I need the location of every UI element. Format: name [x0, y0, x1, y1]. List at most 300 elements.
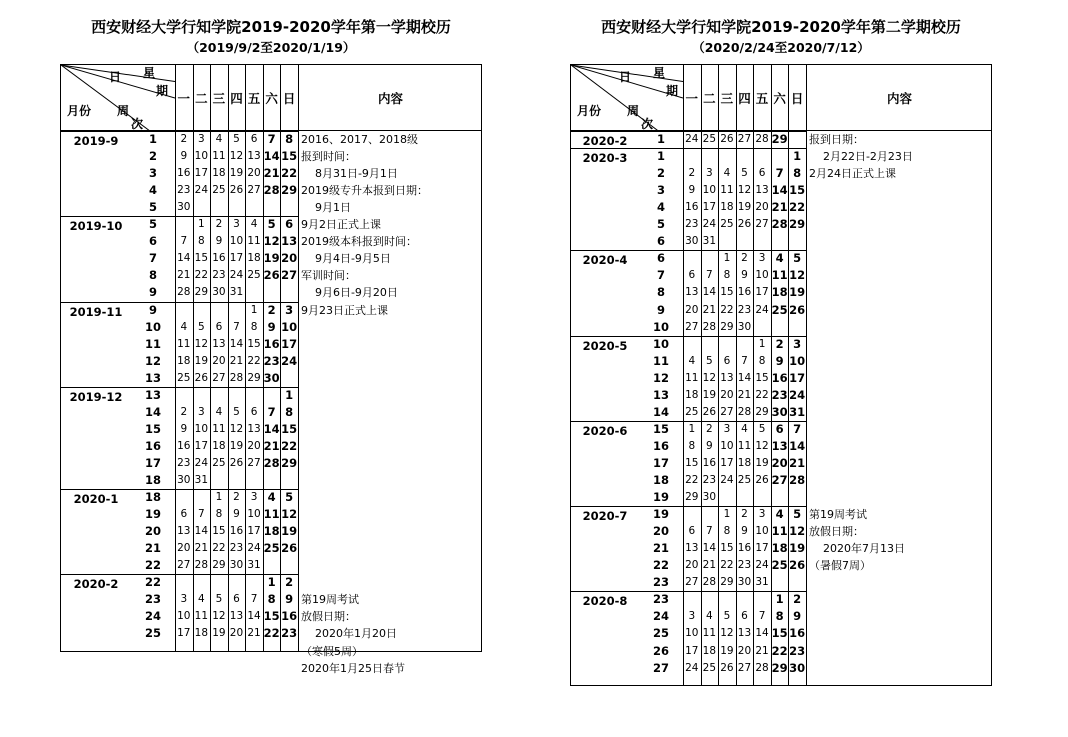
- date-cell: 4: [198, 593, 205, 606]
- calendar-title: 西安财经大学行知学院2019-2020学年第一学期校历: [91, 18, 451, 36]
- month-label: 2020-8: [582, 594, 628, 609]
- date-cell: 20: [281, 251, 298, 266]
- date-cell: 13: [247, 422, 261, 435]
- week-number: 10: [144, 319, 161, 334]
- column-divider: [806, 65, 807, 685]
- date-cell: 8: [285, 404, 294, 419]
- date-cell: 28: [702, 576, 717, 589]
- date-cell: 5: [793, 507, 802, 522]
- date-cell: 12: [212, 610, 226, 623]
- date-cell: 20: [229, 627, 244, 640]
- date-cell: 30: [789, 660, 806, 675]
- date-cell: 22: [685, 474, 699, 486]
- date-cell: 1: [793, 149, 802, 164]
- content-note: 放假日期：: [808, 525, 864, 539]
- week-number: 19: [652, 490, 669, 505]
- date-cell: 15: [247, 337, 261, 350]
- date-cell: 4: [775, 507, 784, 522]
- month-label: 2020-3: [582, 151, 628, 166]
- content-header: 内容: [886, 91, 912, 106]
- content-note: 9月4日-9月5日: [300, 252, 391, 266]
- date-cell: 13: [247, 150, 261, 163]
- date-cell: 8: [723, 269, 731, 282]
- weekday-header: 四: [738, 91, 751, 106]
- date-cell: 11: [702, 627, 717, 640]
- date-cell: 26: [720, 661, 734, 674]
- week-number: 23: [652, 592, 669, 607]
- date-cell: 6: [215, 320, 223, 333]
- date-cell: 24: [247, 542, 261, 555]
- content-note: 2020年1月20日: [300, 627, 397, 641]
- date-cell: 7: [706, 269, 713, 282]
- date-cell: 19: [263, 251, 280, 266]
- date-cell: 13: [737, 627, 752, 640]
- date-cell: 23: [281, 626, 298, 641]
- date-cell: 23: [685, 218, 699, 231]
- date-cell: 22: [247, 354, 261, 367]
- week-number: 11: [144, 336, 161, 351]
- date-cell: 24: [702, 218, 717, 231]
- header-star-label: 星: [143, 66, 156, 80]
- header-star-label: 星: [653, 66, 666, 80]
- date-cell: 24: [755, 303, 769, 316]
- date-cell: 29: [771, 132, 788, 146]
- date-cell: 16: [177, 167, 191, 180]
- date-cell: 23: [789, 643, 806, 658]
- date-cell: 5: [793, 251, 802, 266]
- weekday-header: 四: [230, 91, 243, 106]
- content-note: 9月6日-9月20日: [300, 286, 398, 300]
- date-cell: 9: [706, 439, 713, 452]
- date-cell: 15: [194, 252, 209, 265]
- date-cell: 5: [741, 167, 748, 180]
- date-cell: 13: [755, 184, 769, 197]
- date-cell: 17: [229, 252, 244, 265]
- date-cell: 18: [771, 285, 788, 300]
- week-number: 10: [652, 336, 669, 351]
- date-cell: 20: [685, 559, 699, 572]
- date-cell: 10: [177, 610, 191, 623]
- date-cell: 21: [194, 542, 209, 555]
- date-cell: 15: [771, 626, 788, 641]
- date-cell: 28: [177, 286, 191, 299]
- date-cell: 3: [758, 252, 766, 265]
- content-note: （寒假5周）: [300, 644, 363, 658]
- header-day-label: 日: [619, 70, 632, 84]
- date-cell: 3: [285, 302, 294, 317]
- date-cell: 26: [281, 541, 298, 556]
- date-cell: 2: [688, 167, 696, 180]
- date-cell: 13: [771, 438, 788, 453]
- weekday-header: 日: [790, 91, 804, 106]
- date-cell: 11: [263, 507, 280, 522]
- month-label: 2019-11: [69, 304, 123, 319]
- date-cell: 14: [702, 286, 717, 299]
- date-cell: 25: [771, 558, 788, 573]
- date-cell: 10: [194, 422, 209, 435]
- date-cell: 22: [720, 303, 734, 316]
- date-cell: 4: [267, 490, 276, 505]
- date-cell: 23: [177, 184, 191, 197]
- date-cell: 15: [720, 542, 734, 555]
- header-month-label: 月份: [577, 104, 602, 118]
- date-cell: 21: [755, 644, 769, 657]
- content-note: 第19周考试: [300, 593, 359, 607]
- date-cell: 17: [194, 439, 209, 452]
- date-cell: 25: [702, 661, 717, 674]
- date-cell: 12: [229, 422, 244, 435]
- date-cell: 30: [229, 559, 244, 572]
- month-label: 2019-9: [73, 134, 119, 148]
- date-cell: 25: [212, 184, 226, 197]
- date-cell: 3: [180, 593, 188, 606]
- date-cell: 19: [212, 627, 226, 640]
- date-cell: 23: [771, 387, 788, 402]
- date-cell: 18: [685, 388, 699, 401]
- date-cell: 11: [771, 268, 788, 283]
- week-number: 6: [656, 234, 665, 249]
- date-cell: 8: [198, 235, 205, 248]
- date-cell: 19: [789, 541, 806, 556]
- date-cell: 16: [737, 542, 752, 555]
- date-cell: 1: [758, 337, 766, 350]
- content-note: 8月31日-9月1日: [300, 167, 398, 181]
- date-cell: 21: [737, 388, 752, 401]
- calendar-table: [570, 64, 992, 686]
- header-ci-label: 次: [641, 117, 654, 131]
- calendar-subtitle: （2019/9/2至2020/1/19）: [186, 40, 356, 55]
- date-cell: 16: [789, 626, 806, 641]
- week-number: 5: [148, 200, 157, 215]
- date-cell: 6: [775, 421, 784, 436]
- month-label: 2019-10: [69, 219, 123, 234]
- date-cell: 29: [685, 491, 699, 504]
- weekday-header: 一: [177, 91, 191, 106]
- date-cell: 20: [771, 455, 788, 470]
- date-cell: 31: [229, 286, 244, 299]
- date-cell: 29: [755, 405, 769, 418]
- date-cell: 3: [198, 133, 205, 145]
- date-cell: 21: [229, 354, 244, 367]
- date-cell: 1: [250, 303, 258, 316]
- date-cell: 24: [755, 559, 769, 572]
- date-cell: 13: [212, 337, 226, 350]
- date-cell: 30: [263, 370, 280, 385]
- date-cell: 9: [233, 508, 240, 521]
- week-number: 25: [652, 626, 669, 641]
- date-cell: 11: [212, 150, 226, 163]
- date-cell: 13: [177, 525, 191, 538]
- date-cell: 24: [685, 133, 699, 145]
- week-number: 21: [144, 541, 161, 556]
- date-cell: 14: [263, 149, 280, 164]
- date-cell: 8: [285, 132, 294, 146]
- date-cell: 8: [723, 525, 731, 538]
- date-cell: 7: [775, 166, 784, 181]
- month-label: 2020-7: [582, 509, 628, 524]
- weekday-header: 六: [265, 91, 278, 106]
- date-cell: 15: [685, 456, 699, 469]
- week-number: 13: [144, 370, 161, 385]
- date-cell: 28: [263, 183, 280, 198]
- date-cell: 28: [737, 405, 752, 418]
- week-number: 11: [652, 353, 669, 368]
- date-cell: 4: [215, 133, 223, 145]
- date-cell: 12: [789, 268, 806, 283]
- content-note: （暑假7周）: [808, 559, 871, 573]
- date-cell: 29: [720, 576, 734, 589]
- date-cell: 20: [737, 644, 752, 657]
- week-number: 18: [144, 473, 161, 487]
- week-number: 9: [148, 285, 157, 300]
- content-note: 报到时间：: [300, 150, 356, 164]
- week-number: 15: [652, 421, 669, 436]
- date-cell: 18: [194, 627, 209, 640]
- date-cell: 25: [702, 133, 717, 145]
- header-week-label: 周: [117, 104, 130, 118]
- date-cell: 30: [737, 576, 752, 589]
- date-cell: 16: [263, 336, 280, 351]
- date-cell: 30: [771, 404, 788, 419]
- week-number: 24: [652, 609, 669, 624]
- content-note: 2月24日正式上课: [808, 167, 896, 181]
- date-cell: 26: [789, 302, 806, 317]
- date-cell: 5: [723, 610, 731, 623]
- date-cell: 9: [180, 150, 188, 163]
- date-cell: 9: [180, 422, 188, 435]
- week-number: 6: [148, 234, 157, 249]
- date-cell: 23: [702, 474, 717, 486]
- date-cell: 9: [285, 592, 294, 607]
- date-cell: 29: [281, 183, 298, 198]
- date-cell: 6: [741, 610, 748, 623]
- date-cell: 9: [741, 269, 748, 282]
- date-cell: 18: [771, 541, 788, 556]
- date-cell: 14: [247, 610, 261, 623]
- date-cell: 16: [229, 525, 244, 538]
- header-diagonal-cell: [61, 65, 175, 131]
- date-cell: 10: [194, 150, 209, 163]
- date-cell: 27: [177, 559, 191, 572]
- week-number: 22: [144, 575, 161, 590]
- date-cell: 7: [741, 354, 748, 367]
- date-cell: 5: [706, 354, 713, 367]
- week-number: 20: [144, 524, 161, 539]
- date-cell: 3: [723, 422, 731, 435]
- date-cell: 7: [793, 421, 802, 436]
- month-label: 2020-6: [582, 423, 628, 438]
- date-cell: 25: [771, 302, 788, 317]
- date-cell: 11: [194, 610, 209, 623]
- date-cell: 19: [229, 167, 244, 180]
- week-number: 1: [148, 132, 157, 146]
- date-cell: 31: [702, 235, 717, 248]
- date-cell: 16: [737, 286, 752, 299]
- date-cell: 25: [177, 371, 191, 384]
- header-ci-label: 次: [131, 117, 144, 131]
- date-cell: 20: [755, 201, 769, 214]
- date-cell: 27: [720, 405, 734, 418]
- date-cell: 12: [194, 337, 209, 350]
- date-cell: 3: [250, 491, 258, 504]
- date-cell: 29: [771, 660, 788, 675]
- date-cell: 21: [702, 303, 717, 316]
- week-number: 14: [652, 404, 669, 419]
- date-cell: 20: [720, 388, 734, 401]
- date-cell: 29: [247, 371, 261, 384]
- weekday-header: 三: [720, 91, 734, 106]
- date-cell: 12: [789, 524, 806, 539]
- date-cell: 28: [229, 371, 244, 384]
- date-cell: 7: [706, 525, 713, 538]
- weekday-header: 五: [247, 91, 261, 106]
- date-cell: 1: [723, 252, 731, 265]
- date-cell: 28: [702, 320, 717, 333]
- date-cell: 27: [737, 133, 752, 145]
- date-cell: 26: [737, 218, 752, 231]
- date-cell: 30: [685, 235, 699, 248]
- date-cell: 25: [737, 474, 752, 486]
- column-divider: [298, 65, 299, 651]
- date-cell: 6: [688, 269, 696, 282]
- date-cell: 11: [212, 422, 226, 435]
- date-cell: 20: [685, 303, 699, 316]
- date-cell: 5: [267, 217, 276, 232]
- week-number: 3: [148, 166, 157, 181]
- week-number: 26: [652, 643, 669, 658]
- date-cell: 27: [247, 184, 261, 197]
- date-cell: 30: [702, 491, 717, 504]
- date-cell: 10: [702, 184, 717, 197]
- date-cell: 28: [789, 473, 806, 487]
- date-cell: 16: [702, 456, 717, 469]
- month-label: 2020-2: [582, 134, 628, 148]
- date-cell: 9: [793, 609, 802, 624]
- date-cell: 7: [250, 593, 258, 606]
- date-cell: 29: [212, 559, 226, 572]
- date-cell: 24: [789, 387, 806, 402]
- date-cell: 15: [212, 525, 226, 538]
- date-cell: 19: [737, 201, 752, 214]
- content-note: 2月22日-2月23日: [808, 150, 913, 164]
- date-cell: 14: [702, 542, 717, 555]
- date-cell: 7: [233, 320, 240, 333]
- week-number: 22: [144, 558, 161, 573]
- date-cell: 10: [755, 525, 769, 538]
- date-cell: 25: [720, 218, 734, 231]
- date-cell: 6: [233, 593, 240, 606]
- content-note: 2020年7月13日: [808, 542, 905, 556]
- week-number: 2: [148, 149, 157, 164]
- date-cell: 11: [737, 439, 752, 452]
- header-day-label: 日: [109, 70, 122, 84]
- date-cell: 17: [281, 336, 298, 351]
- date-cell: 26: [229, 456, 244, 469]
- date-cell: 21: [789, 455, 806, 470]
- date-cell: 5: [285, 490, 294, 505]
- date-cell: 6: [250, 133, 258, 145]
- date-cell: 28: [263, 455, 280, 470]
- date-cell: 17: [720, 456, 734, 469]
- date-cell: 24: [194, 456, 209, 469]
- week-number: 4: [148, 183, 157, 198]
- date-cell: 6: [688, 525, 696, 538]
- date-cell: 22: [771, 643, 788, 658]
- date-cell: 4: [180, 320, 188, 333]
- date-cell: 4: [723, 167, 731, 180]
- date-cell: 29: [281, 455, 298, 470]
- date-cell: 19: [281, 524, 298, 539]
- date-cell: 11: [771, 524, 788, 539]
- date-cell: 2: [775, 336, 784, 351]
- date-cell: 26: [720, 133, 734, 145]
- date-cell: 27: [247, 456, 261, 469]
- date-cell: 22: [789, 200, 806, 215]
- date-cell: 5: [215, 593, 223, 606]
- date-cell: 17: [789, 370, 806, 385]
- date-cell: 14: [177, 252, 191, 265]
- week-number: 1: [656, 132, 665, 146]
- content-note: 军训时间：: [300, 269, 356, 283]
- date-cell: 2: [285, 575, 294, 590]
- date-cell: 21: [702, 559, 717, 572]
- date-cell: 18: [737, 456, 752, 469]
- date-cell: 9: [775, 353, 784, 368]
- date-cell: 21: [247, 627, 261, 640]
- date-cell: 8: [250, 320, 258, 333]
- content-header: 内容: [377, 91, 403, 106]
- week-number: 2: [656, 166, 665, 181]
- date-cell: 12: [702, 371, 717, 384]
- date-cell: 16: [212, 252, 226, 265]
- date-cell: 3: [233, 218, 240, 231]
- date-cell: 4: [775, 251, 784, 266]
- weekday-header: 三: [212, 91, 226, 106]
- date-cell: 15: [755, 371, 769, 384]
- date-cell: 23: [737, 559, 752, 572]
- week-number: 27: [652, 660, 669, 675]
- date-cell: 18: [247, 252, 261, 265]
- date-cell: 10: [229, 235, 244, 248]
- content-note: 9月2日正式上课: [300, 218, 381, 232]
- month-label: 2020-2: [73, 577, 119, 592]
- week-number: 12: [144, 353, 161, 368]
- date-cell: 26: [194, 371, 209, 384]
- date-cell: 7: [267, 404, 276, 419]
- date-cell: 23: [263, 353, 280, 368]
- date-cell: 26: [702, 405, 717, 418]
- date-cell: 23: [229, 542, 244, 555]
- date-cell: 6: [285, 217, 294, 232]
- date-cell: 25: [685, 405, 699, 418]
- calendar-table: [60, 64, 482, 675]
- date-cell: 13: [685, 542, 699, 555]
- date-cell: 23: [212, 269, 226, 282]
- week-number: 16: [652, 438, 669, 453]
- date-cell: 10: [247, 508, 261, 521]
- content-note: 9月1日: [300, 201, 351, 215]
- header-week-label: 周: [627, 104, 640, 118]
- date-cell: 12: [737, 184, 752, 197]
- weekday-header: 二: [703, 91, 716, 106]
- content-note: 2019级本科报到时间：: [300, 235, 417, 249]
- date-cell: 2: [706, 422, 713, 435]
- week-number: 17: [652, 455, 669, 470]
- date-cell: 15: [281, 149, 298, 164]
- date-cell: 13: [281, 234, 298, 249]
- date-cell: 20: [177, 542, 191, 555]
- week-number: 10: [652, 319, 669, 334]
